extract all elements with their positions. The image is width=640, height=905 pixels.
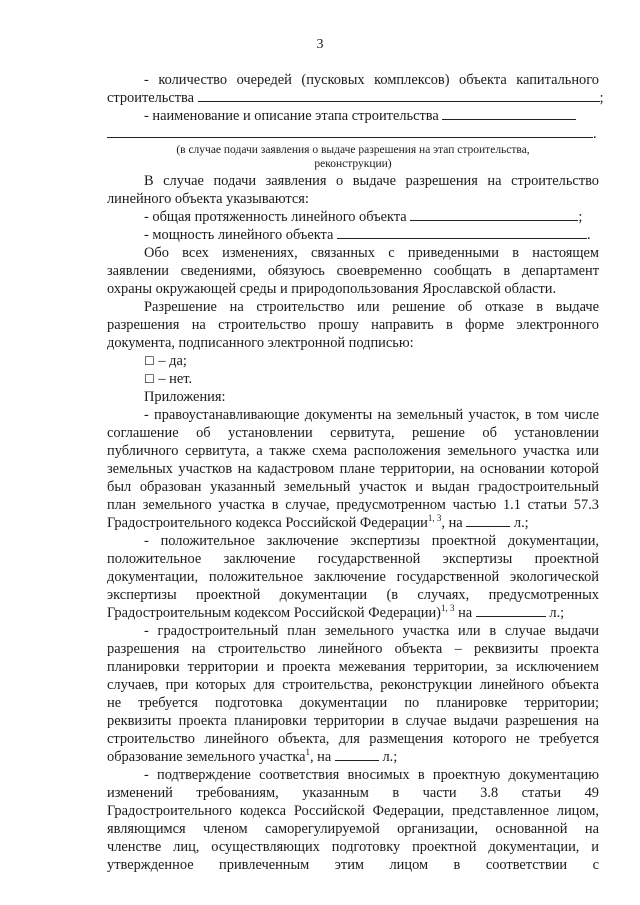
electronic-l1: Разрешение на строительство или решение об отказе в выдаче — [144, 299, 599, 315]
a2-end: л.; — [549, 605, 565, 621]
a3-line-3: случаев, при которых для строительства, реконструкции линейного объекта — [107, 677, 599, 693]
a1-last-line — [107, 514, 599, 532]
checkbox-yes-icon[interactable]: ☐ — [144, 354, 155, 368]
power-label: - мощность линейного объекта — [144, 227, 334, 243]
changes-l2: заявлении сведениями, обязуюсь своевременно сообщать в департамент — [107, 263, 599, 279]
a1-line-0: - правоустанавливающие документы на земельный участок, в том числе — [144, 407, 599, 423]
attachments-heading: Приложения: — [144, 389, 226, 405]
a2-on: на — [454, 605, 473, 621]
a1-end: л.; — [513, 515, 529, 531]
a1-line-4: был образован указанный земельный участок и выдан градостроительный — [107, 479, 599, 495]
stage-fill-field-2[interactable] — [107, 125, 593, 138]
option-no[interactable] — [144, 370, 599, 388]
a4-line-5: утвержденное привлеченным этим лицом в соответствии с — [107, 857, 599, 873]
changes-l1: Обо всех изменениях, связанных с приведенными в настоящем — [144, 245, 599, 261]
a1-line-2: публичного сервитута, а также схема расположения земельного участка или — [107, 443, 599, 459]
length-label: - общая протяженность линейного объекта — [144, 209, 407, 225]
a1-last-text: Градостроительного кодекса Российской Федерации — [107, 515, 428, 531]
queues-fill-field[interactable] — [198, 89, 600, 102]
stage-note — [107, 143, 599, 171]
a3-line-0: - градостроительный план земельного участка или в случае выдачи — [144, 623, 599, 639]
stage-fill-field[interactable] — [442, 107, 576, 120]
a2-last-text: Градостроительным кодексом Российской Федерации) — [107, 605, 441, 621]
a3-sheets-field[interactable] — [335, 748, 379, 761]
a3-on: , на — [309, 749, 332, 765]
page-number: 3 — [316, 37, 324, 52]
a1-line-1: соглашение об установлении сервитута, решение об установлении — [107, 425, 599, 441]
a3-line-1: разрешения на строительство линейного объекта – реквизиты проекта — [107, 641, 599, 657]
option-yes[interactable] — [144, 352, 599, 370]
a4-line-3: являющимся членом саморегулируемой организации, основанной на — [107, 821, 599, 837]
a2-line-2: документации, положительное заключение государственной экологической — [107, 569, 599, 585]
a3-line-5: реквизиты проекта планировки территории в случае выдачи разрешения на — [107, 713, 599, 729]
a2-last-line — [107, 604, 599, 622]
a1-footnote-ref: 1, 3 — [427, 513, 442, 524]
a3-line-6: строительство линейного объекта, для размещения которого не требуется — [107, 731, 599, 747]
queues-label: - количество очередей (пусковых комплексов) объекта капитального — [144, 72, 599, 88]
a3-line-4: не требуется подготовка документации по планировке территории; — [107, 695, 599, 711]
a4-line-4: членстве лиц, осуществляющих подготовку проектной документации, и — [107, 839, 599, 855]
length-line: - общая протяженность линейного объекта ; — [144, 209, 583, 225]
a1-line-5: план земельного участка в случае, предусмотренном частью 1.1 статьи 57.3 — [107, 497, 599, 513]
a2-line-1: положительное заключение государственной экспертизы проектной — [107, 551, 599, 567]
changes-l3: охраны окружающей среды и природопользования Ярославской области. — [107, 281, 557, 297]
a2-line-3: экспертизы проектной документации (в случаях, предусмотренных — [107, 587, 599, 603]
a3-footnote-ref: 1 — [305, 747, 310, 758]
a3-end: л.; — [382, 749, 398, 765]
a4-line-0: - подтверждение соответствия вносимых в проектную документацию — [144, 767, 599, 783]
power-fill-field[interactable] — [337, 226, 587, 239]
electronic-l2: разрешения на строительство прошу направить в форме электронного — [107, 317, 599, 333]
a1-sheets-field[interactable] — [466, 514, 510, 527]
length-fill-field[interactable] — [410, 208, 578, 221]
queues-line: строительства ; — [107, 90, 604, 106]
a4-line-2: Градостроительного кодекса Российской Федерации, представленное лицом, — [107, 803, 599, 819]
a2-sheets-field[interactable] — [476, 604, 546, 617]
queues-cont: строительства — [107, 90, 195, 106]
a2-line-0: - положительное заключение экспертизы проектной документации, — [144, 533, 599, 549]
a3-last-line — [107, 748, 599, 766]
a1-line-3: земельных участков на кадастровом плане территории, на основании которой — [107, 461, 599, 477]
stage-line — [144, 107, 599, 125]
linear-p2: линейного объекта указываются: — [107, 191, 309, 207]
linear-p1: В случае подачи заявления о выдаче разрешения на строительство — [144, 173, 599, 189]
electronic-l3: документа, подписанного электронной подписью: — [107, 335, 414, 351]
a4-line-1: изменений требованиям, указанным в части 3.8 статьи 49 — [107, 785, 599, 801]
a3-last-text: образование земельного участка — [107, 749, 306, 765]
a2-footnote-ref: 1, 3 — [440, 603, 455, 614]
a3-line-2: планировки территории и проекта межевания территории, за исключением — [107, 659, 599, 675]
stage-label: - наименование и описание этапа строительства — [144, 108, 439, 124]
stage-note-line-2: реконструкции) — [314, 158, 392, 170]
a1-on: , на — [441, 515, 463, 531]
power-line: - мощность линейного объекта . — [144, 227, 591, 243]
checkbox-no-icon[interactable]: ☐ — [144, 372, 155, 386]
option-yes-label: – да; — [158, 353, 187, 369]
stage-line-2: . — [107, 125, 599, 143]
stage-note-line-1: (в случае подачи заявления о выдаче разрешения на этап строительства, — [176, 144, 530, 156]
option-no-label: – нет. — [158, 371, 193, 387]
